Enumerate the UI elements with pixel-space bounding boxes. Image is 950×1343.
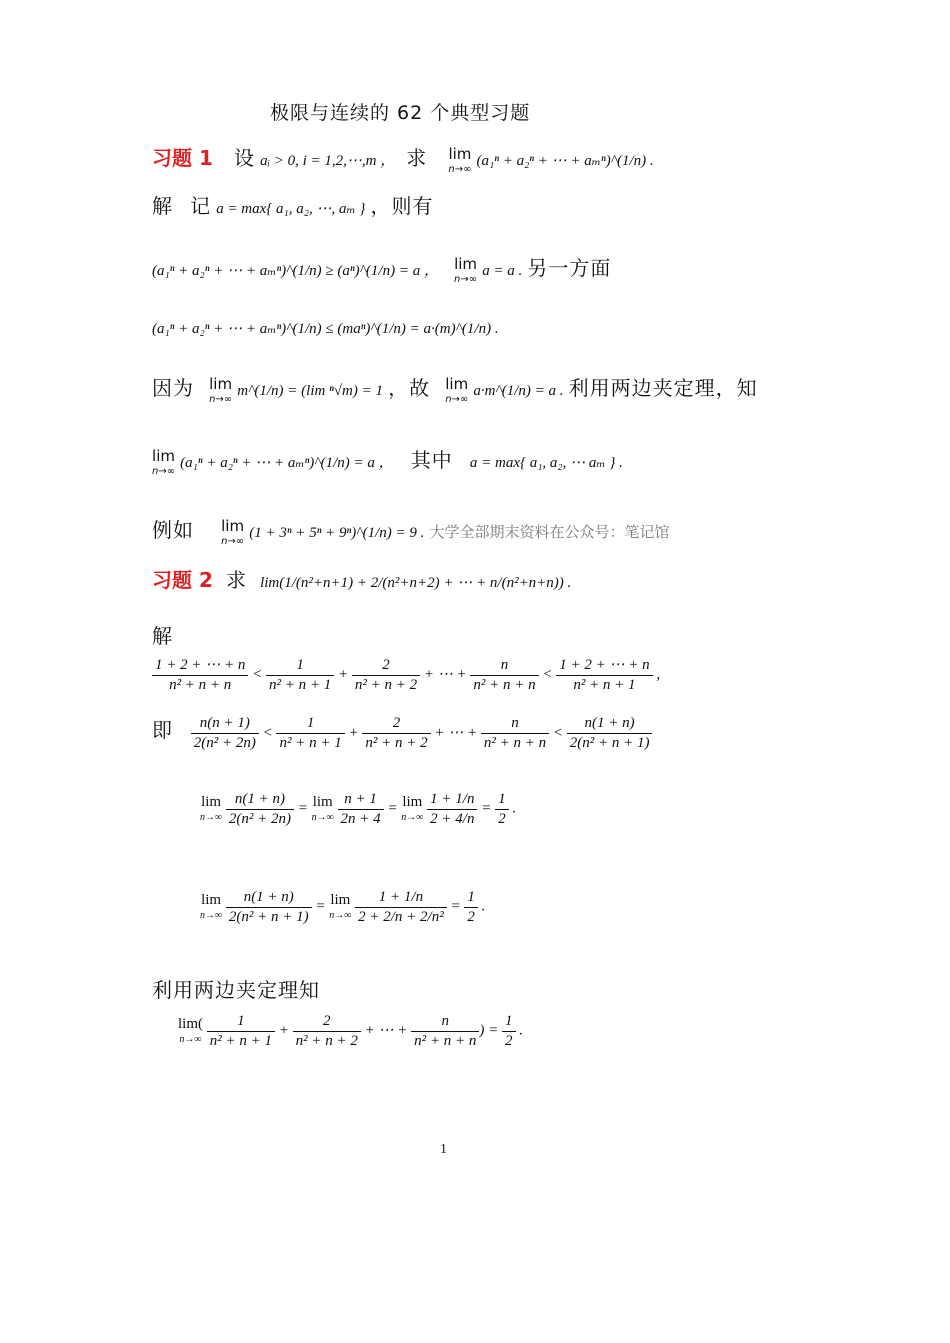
where-word: 其中 <box>410 448 453 472</box>
therefore-word: ，故 <box>388 376 431 400</box>
limit-m-expression: m^(1/n) = (lim ⁿ√m) = 1 <box>237 383 383 399</box>
limit-a-expression: a = a . <box>482 263 523 279</box>
then-word: ，则有 <box>370 194 434 218</box>
inequality-lower <box>152 252 611 285</box>
another-side-word: 另一方面 <box>527 256 612 280</box>
upper-bound-expression: (a₁ⁿ + a₂ⁿ + ⋯ + aₘⁿ)^(1/n) ≤ (maⁿ)^(1/n) = a·(m)^(1/n) . <box>152 321 499 337</box>
problem-2-seek: 求 <box>225 568 247 592</box>
limit-am-expression: a·m^(1/n) = a . <box>473 383 564 399</box>
problem-1-label: 习题 1 <box>152 146 213 170</box>
conclusion-expression: (a₁ⁿ + a₂ⁿ + ⋯ + aₘⁿ)^(1/n) = a ， <box>180 455 394 471</box>
limit-operator: lim n→∞ <box>448 144 472 175</box>
limit-operator: lim n→∞ <box>454 254 478 285</box>
because-word: 因为 <box>152 376 194 400</box>
lower-bound-expression: (a₁ⁿ + a₂ⁿ + ⋯ + aₘⁿ)^(1/n) ≥ (aⁿ)^(1/n) = a ， <box>152 263 439 279</box>
page-number: 1 <box>440 1142 447 1157</box>
page-title: 极限与连续的 62 个典型习题 <box>270 102 531 124</box>
example-expression: (1 + 3ⁿ + 5ⁿ + 9ⁿ)^(1/n) = 9 . <box>249 525 425 541</box>
solution-label: 解 <box>152 194 173 218</box>
solution-2-label: 解 <box>152 624 173 648</box>
problem-1-seek: 求 <box>406 146 428 170</box>
conclusion-line <box>152 444 623 477</box>
ie-word: 即 <box>152 718 173 742</box>
problem-1 <box>152 142 654 175</box>
limit-operator: lim n→∞ <box>445 374 469 405</box>
squeeze-statement: 利用两边夹定理，知 <box>568 376 758 400</box>
problem-1-set: 设 <box>233 146 255 170</box>
final-limit: lim( n→∞ $\frac{1}{\text{n² + n + 1}}$ + $\frac{2}{\text{n² + n + 2}}$ + ⋯ + $\frac{n}{\text{n² + n + n}}$ ) = $\frac{1}{2}$ . <box>178 1013 523 1049</box>
watermark-text: 大学全部期末资料在公众号：笔记馆 <box>429 523 670 541</box>
problem-2-expression: lim(1/(n²+n+1) + 2/(n²+n+2) + ⋯ + n/(n²+n+n)) . <box>260 575 572 591</box>
fraction-inequality-1: $\frac{1 + 2 + \cdots + n}{\text{n² + n + n}}$ < $\frac{1}{\text{n² + n + 1}}$ + $\frac{2}{\text{n² + n + 2}}$ + ⋯ + $\frac{n}{\text{n² + n + n}}$ < $\frac{1 + 2 + \cdots + n}{\text{n² + n + 1}}$ , <box>152 656 660 695</box>
limit-operator: lim n→∞ <box>209 374 233 405</box>
limit-operator: lim n→∞ <box>221 516 245 547</box>
because-line <box>152 372 758 405</box>
example-line <box>152 514 669 547</box>
note-word: 记 <box>190 194 212 218</box>
example-label: 例如 <box>152 518 194 542</box>
where-definition: a = max{ a₁, a₂, ⋯ aₘ } . <box>469 455 623 471</box>
max-definition: a = max{ a₁, a₂, ⋯, aₘ } <box>216 201 366 217</box>
solution-1-intro <box>152 190 434 219</box>
problem-1-expression: (a₁ⁿ + a₂ⁿ + ⋯ + aₘⁿ)^(1/n) . <box>476 153 654 169</box>
fraction-inequality-2: 即 $\frac{n(n + 1)}{\text{2(n² + 2n)}}$ < $\frac{1}{\text{n² + n + 1}}$ + $\frac{2}{\text{n² + n + 2}}$ + ⋯ + $\frac{n}{\text{n² + n + n}}$ < $\frac{n(1 + n)}{\text{2(n² + n + 1)}}$ <box>152 714 652 753</box>
inequality-upper <box>152 318 499 338</box>
squeeze-statement-2: 利用两边夹定理知 <box>152 978 320 1002</box>
limit-chain-lower: lim n→∞ $\frac{n(1 + n)}{\text{2(n² + 2n)}}$ = lim n→∞ $\frac{n + 1}{2n + 4}$ = lim n→∞ $\frac{1 + 1/n}{2 + 4/n}$ = $\frac{1}{2}$ . <box>200 791 517 827</box>
limit-chain-upper: lim n→∞ $\frac{n(1 + n)}{\text{2(n² + n + 1)}}$ = lim n→∞ $\frac{1 + 1/n}{\text{2 + 2/n + 2/n²}}$ = $\frac{1}{2}$ . <box>200 889 486 925</box>
problem-2 <box>152 564 571 593</box>
problem-1-condition: aᵢ > 0, i = 1,2,⋯,m ， <box>260 153 396 169</box>
problem-2-label: 习题 2 <box>152 568 213 592</box>
limit-operator: lim n→∞ <box>152 446 176 477</box>
